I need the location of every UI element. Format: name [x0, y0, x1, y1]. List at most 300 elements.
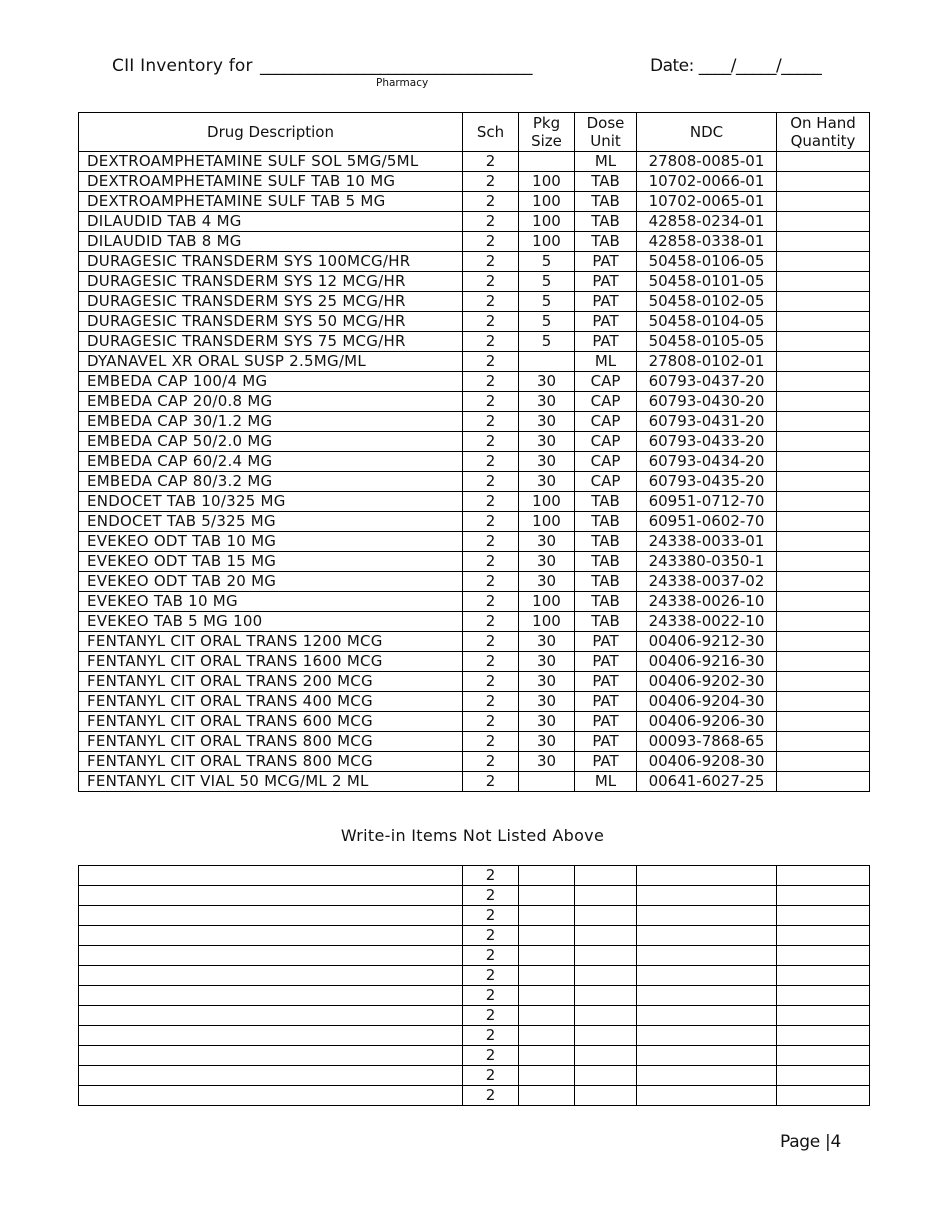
sch-cell: 2 [463, 172, 519, 192]
dose-unit-cell: PAT [575, 292, 637, 312]
table-row [79, 152, 870, 172]
dose-unit-cell: ML [575, 352, 637, 372]
ndc-cell: 00406-9208-30 [637, 752, 777, 772]
writein-sch-cell: 2 [463, 986, 519, 1006]
dose-unit-cell: PAT [575, 652, 637, 672]
drug-description-cell: FENTANYL CIT VIAL 50 MCG/ML 2 ML [79, 772, 463, 792]
form-title: CII Inventory for [112, 56, 253, 76]
drug-description-cell: EMBEDA CAP 50/2.0 MG [79, 432, 463, 452]
dose-unit-cell: TAB [575, 192, 637, 212]
table-row [79, 772, 870, 792]
writein-description-cell[interactable] [79, 906, 463, 926]
ndc-cell: 60793-0435-20 [637, 472, 777, 492]
ndc-cell: 50458-0101-05 [637, 272, 777, 292]
table-row [79, 492, 870, 512]
writein-pkg-size-cell[interactable] [519, 866, 575, 886]
writein-description-cell[interactable] [79, 1046, 463, 1066]
col-on-hand-quantity-label: On Hand Quantity [790, 114, 856, 150]
drug-description-cell: FENTANYL CIT ORAL TRANS 800 MCG [79, 732, 463, 752]
pharmacy-name-line[interactable]: __________________________________ [260, 56, 532, 76]
pkg-size-cell: 100 [519, 492, 575, 512]
writein-description-cell[interactable] [79, 986, 463, 1006]
pkg-size-cell: 100 [519, 192, 575, 212]
writein-table [78, 865, 870, 1106]
on-hand-quantity-cell[interactable] [777, 712, 870, 732]
drug-description-cell: DEXTROAMPHETAMINE SULF TAB 5 MG [79, 192, 463, 212]
writein-row [79, 1066, 870, 1086]
dose-unit-cell: TAB [575, 212, 637, 232]
writein-dose-unit-cell[interactable] [575, 886, 637, 906]
drug-description-cell: FENTANYL CIT ORAL TRANS 1200 MCG [79, 632, 463, 652]
ndc-cell: 42858-0234-01 [637, 212, 777, 232]
pkg-size-cell: 30 [519, 572, 575, 592]
writein-quantity-cell[interactable] [777, 1086, 870, 1106]
dose-unit-cell: ML [575, 772, 637, 792]
writein-description-cell[interactable] [79, 926, 463, 946]
writein-quantity-cell[interactable] [777, 1026, 870, 1046]
sch-cell: 2 [463, 372, 519, 392]
on-hand-quantity-cell[interactable] [777, 252, 870, 272]
pkg-size-cell: 30 [519, 472, 575, 492]
on-hand-quantity-cell[interactable] [777, 292, 870, 312]
dose-unit-cell: PAT [575, 252, 637, 272]
pkg-size-cell: 30 [519, 432, 575, 452]
ndc-cell: 00093-7868-65 [637, 732, 777, 752]
drug-description-cell: FENTANYL CIT ORAL TRANS 1600 MCG [79, 652, 463, 672]
table-row [79, 192, 870, 212]
pkg-size-cell: 30 [519, 652, 575, 672]
writein-quantity-cell[interactable] [777, 1066, 870, 1086]
drug-description-cell: EVEKEO ODT TAB 20 MG [79, 572, 463, 592]
writein-title: Write-in Items Not Listed Above [340, 826, 605, 845]
col-drug-description: Drug Description [79, 113, 463, 152]
sch-cell: 2 [463, 732, 519, 752]
sch-cell: 2 [463, 772, 519, 792]
table-header-row [79, 113, 870, 152]
pkg-size-cell: 30 [519, 372, 575, 392]
on-hand-quantity-cell[interactable] [777, 312, 870, 332]
writein-dose-unit-cell[interactable] [575, 1006, 637, 1026]
on-hand-quantity-cell[interactable] [777, 392, 870, 412]
writein-sch-cell: 2 [463, 1086, 519, 1106]
pkg-size-cell: 5 [519, 292, 575, 312]
writein-ndc-cell[interactable] [637, 1026, 777, 1046]
writein-dose-unit-cell[interactable] [575, 966, 637, 986]
dose-unit-cell: ML [575, 152, 637, 172]
on-hand-quantity-cell[interactable] [777, 372, 870, 392]
on-hand-quantity-cell[interactable] [777, 152, 870, 172]
table-row [79, 292, 870, 312]
writein-row [79, 926, 870, 946]
pkg-size-cell: 100 [519, 512, 575, 532]
inventory-table [78, 112, 870, 792]
writein-description-cell[interactable] [79, 866, 463, 886]
table-row [79, 232, 870, 252]
sch-cell: 2 [463, 712, 519, 732]
on-hand-quantity-cell[interactable] [777, 652, 870, 672]
col-on-hand-quantity [777, 113, 870, 152]
ndc-cell: 60793-0434-20 [637, 452, 777, 472]
sch-cell: 2 [463, 252, 519, 272]
writein-ndc-cell[interactable] [637, 866, 777, 886]
sch-cell: 2 [463, 152, 519, 172]
on-hand-quantity-cell[interactable] [777, 592, 870, 612]
drug-description-cell: EMBEDA CAP 100/4 MG [79, 372, 463, 392]
pkg-size-cell: 100 [519, 172, 575, 192]
sch-cell: 2 [463, 192, 519, 212]
writein-pkg-size-cell[interactable] [519, 926, 575, 946]
writein-dose-unit-cell[interactable] [575, 1046, 637, 1066]
writein-sch-cell: 2 [463, 1046, 519, 1066]
writein-quantity-cell[interactable] [777, 986, 870, 1006]
table-row [79, 532, 870, 552]
dose-unit-cell: PAT [575, 312, 637, 332]
table-row [79, 312, 870, 332]
on-hand-quantity-cell[interactable] [777, 172, 870, 192]
writein-ndc-cell[interactable] [637, 886, 777, 906]
writein-dose-unit-cell[interactable] [575, 986, 637, 1006]
sch-cell: 2 [463, 632, 519, 652]
sch-cell: 2 [463, 432, 519, 452]
dose-unit-cell: TAB [575, 172, 637, 192]
writein-description-cell[interactable] [79, 1006, 463, 1026]
sch-cell: 2 [463, 472, 519, 492]
dose-unit-cell: TAB [575, 232, 637, 252]
writein-sch-cell: 2 [463, 886, 519, 906]
drug-description-cell: FENTANYL CIT ORAL TRANS 200 MCG [79, 672, 463, 692]
on-hand-quantity-cell[interactable] [777, 212, 870, 232]
ndc-cell: 60793-0433-20 [637, 432, 777, 452]
writein-description-cell[interactable] [79, 1026, 463, 1046]
sch-cell: 2 [463, 512, 519, 532]
writein-row [79, 1026, 870, 1046]
dose-unit-cell: CAP [575, 472, 637, 492]
drug-description-cell: DURAGESIC TRANSDERM SYS 50 MCG/HR [79, 312, 463, 332]
table-row [79, 172, 870, 192]
ndc-cell: 00406-9212-30 [637, 632, 777, 652]
on-hand-quantity-cell[interactable] [777, 192, 870, 212]
sch-cell: 2 [463, 412, 519, 432]
sch-cell: 2 [463, 212, 519, 232]
pkg-size-cell [519, 772, 575, 792]
ndc-cell: 00406-9206-30 [637, 712, 777, 732]
sch-cell: 2 [463, 492, 519, 512]
ndc-cell: 00406-9204-30 [637, 692, 777, 712]
writein-dose-unit-cell[interactable] [575, 906, 637, 926]
drug-description-cell: FENTANYL CIT ORAL TRANS 800 MCG [79, 752, 463, 772]
writein-pkg-size-cell[interactable] [519, 1086, 575, 1106]
table-row [79, 612, 870, 632]
drug-description-cell: ENDOCET TAB 10/325 MG [79, 492, 463, 512]
dose-unit-cell: TAB [575, 532, 637, 552]
drug-description-cell: EMBEDA CAP 80/3.2 MG [79, 472, 463, 492]
dose-unit-cell: TAB [575, 612, 637, 632]
ndc-cell: 10702-0066-01 [637, 172, 777, 192]
pkg-size-cell: 30 [519, 412, 575, 432]
table-row [79, 732, 870, 752]
writein-quantity-cell[interactable] [777, 966, 870, 986]
drug-description-cell: EMBEDA CAP 30/1.2 MG [79, 412, 463, 432]
writein-pkg-size-cell[interactable] [519, 1046, 575, 1066]
table-row [79, 512, 870, 532]
writein-quantity-cell[interactable] [777, 906, 870, 926]
dose-unit-cell: PAT [575, 332, 637, 352]
on-hand-quantity-cell[interactable] [777, 412, 870, 432]
on-hand-quantity-cell[interactable] [777, 732, 870, 752]
ndc-cell: 24338-0037-02 [637, 572, 777, 592]
on-hand-quantity-cell[interactable] [777, 512, 870, 532]
col-sch: Sch [463, 113, 519, 152]
writein-quantity-cell[interactable] [777, 866, 870, 886]
col-dose-unit-label: Dose Unit [586, 114, 625, 150]
sch-cell: 2 [463, 572, 519, 592]
writein-pkg-size-cell[interactable] [519, 946, 575, 966]
ndc-cell: 60793-0430-20 [637, 392, 777, 412]
writein-ndc-cell[interactable] [637, 1086, 777, 1106]
sch-cell: 2 [463, 352, 519, 372]
drug-description-cell: EMBEDA CAP 60/2.4 MG [79, 452, 463, 472]
on-hand-quantity-cell[interactable] [777, 532, 870, 552]
pkg-size-cell [519, 152, 575, 172]
sch-cell: 2 [463, 552, 519, 572]
writein-pkg-size-cell[interactable] [519, 886, 575, 906]
ndc-cell: 60951-0602-70 [637, 512, 777, 532]
writein-row [79, 906, 870, 926]
drug-description-cell: EMBEDA CAP 20/0.8 MG [79, 392, 463, 412]
writein-quantity-cell[interactable] [777, 1046, 870, 1066]
dose-unit-cell: TAB [575, 492, 637, 512]
writein-ndc-cell[interactable] [637, 906, 777, 926]
writein-dose-unit-cell[interactable] [575, 946, 637, 966]
table-row [79, 352, 870, 372]
on-hand-quantity-cell[interactable] [777, 692, 870, 712]
writein-row [79, 886, 870, 906]
writein-quantity-cell[interactable] [777, 946, 870, 966]
on-hand-quantity-cell[interactable] [777, 772, 870, 792]
table-row [79, 752, 870, 772]
on-hand-quantity-cell[interactable] [777, 272, 870, 292]
on-hand-quantity-cell[interactable] [777, 572, 870, 592]
table-row [79, 332, 870, 352]
writein-row [79, 1006, 870, 1026]
drug-description-cell: DURAGESIC TRANSDERM SYS 75 MCG/HR [79, 332, 463, 352]
table-row [79, 252, 870, 272]
pkg-size-cell: 30 [519, 692, 575, 712]
writein-pkg-size-cell[interactable] [519, 986, 575, 1006]
on-hand-quantity-cell[interactable] [777, 612, 870, 632]
writein-pkg-size-cell[interactable] [519, 906, 575, 926]
writein-ndc-cell[interactable] [637, 1066, 777, 1086]
writein-row [79, 946, 870, 966]
sch-cell: 2 [463, 652, 519, 672]
on-hand-quantity-cell[interactable] [777, 632, 870, 652]
ndc-cell: 24338-0033-01 [637, 532, 777, 552]
writein-sch-cell: 2 [463, 946, 519, 966]
pkg-size-cell: 100 [519, 612, 575, 632]
writein-sch-cell: 2 [463, 1066, 519, 1086]
on-hand-quantity-cell[interactable] [777, 492, 870, 512]
drug-description-cell: EVEKEO TAB 5 MG 100 [79, 612, 463, 632]
ndc-cell: 27808-0102-01 [637, 352, 777, 372]
pkg-size-cell: 30 [519, 552, 575, 572]
writein-ndc-cell[interactable] [637, 1006, 777, 1026]
table-row [79, 392, 870, 412]
writein-sch-cell: 2 [463, 1006, 519, 1026]
on-hand-quantity-cell[interactable] [777, 332, 870, 352]
writein-description-cell[interactable] [79, 1086, 463, 1106]
writein-pkg-size-cell[interactable] [519, 1026, 575, 1046]
table-row [79, 452, 870, 472]
ndc-cell: 50458-0104-05 [637, 312, 777, 332]
writein-row [79, 1046, 870, 1066]
writein-sch-cell: 2 [463, 866, 519, 886]
table-row [79, 672, 870, 692]
pharmacy-label: Pharmacy [376, 77, 429, 89]
drug-description-cell: DURAGESIC TRANSDERM SYS 12 MCG/HR [79, 272, 463, 292]
pkg-size-cell: 30 [519, 752, 575, 772]
writein-row [79, 866, 870, 886]
table-row [79, 552, 870, 572]
writein-ndc-cell[interactable] [637, 946, 777, 966]
writein-quantity-cell[interactable] [777, 1006, 870, 1026]
drug-description-cell: EVEKEO ODT TAB 15 MG [79, 552, 463, 572]
dose-unit-cell: CAP [575, 412, 637, 432]
dose-unit-cell: CAP [575, 432, 637, 452]
ndc-cell: 243380-0350-1 [637, 552, 777, 572]
writein-ndc-cell[interactable] [637, 986, 777, 1006]
writein-sch-cell: 2 [463, 906, 519, 926]
drug-description-cell: DILAUDID TAB 8 MG [79, 232, 463, 252]
writein-description-cell[interactable] [79, 966, 463, 986]
ndc-cell: 00641-6027-25 [637, 772, 777, 792]
pkg-size-cell: 30 [519, 452, 575, 472]
on-hand-quantity-cell[interactable] [777, 452, 870, 472]
drug-description-cell: DILAUDID TAB 4 MG [79, 212, 463, 232]
col-pkg-size-label: Pkg Size [531, 114, 562, 150]
dose-unit-cell: PAT [575, 712, 637, 732]
table-row [79, 212, 870, 232]
pkg-size-cell: 30 [519, 732, 575, 752]
ndc-cell: 60951-0712-70 [637, 492, 777, 512]
writein-quantity-cell[interactable] [777, 886, 870, 906]
on-hand-quantity-cell[interactable] [777, 752, 870, 772]
sch-cell: 2 [463, 292, 519, 312]
on-hand-quantity-cell[interactable] [777, 672, 870, 692]
drug-description-cell: ENDOCET TAB 5/325 MG [79, 512, 463, 532]
dose-unit-cell: CAP [575, 452, 637, 472]
writein-row [79, 1086, 870, 1106]
writein-dose-unit-cell[interactable] [575, 1026, 637, 1046]
ndc-cell: 50458-0102-05 [637, 292, 777, 312]
drug-description-cell: DURAGESIC TRANSDERM SYS 25 MCG/HR [79, 292, 463, 312]
drug-description-cell: DYANAVEL XR ORAL SUSP 2.5MG/ML [79, 352, 463, 372]
writein-quantity-cell[interactable] [777, 926, 870, 946]
drug-description-cell: FENTANYL CIT ORAL TRANS 400 MCG [79, 692, 463, 712]
table-row [79, 712, 870, 732]
sch-cell: 2 [463, 332, 519, 352]
writein-ndc-cell[interactable] [637, 966, 777, 986]
on-hand-quantity-cell[interactable] [777, 432, 870, 452]
pkg-size-cell: 30 [519, 392, 575, 412]
table-row [79, 652, 870, 672]
on-hand-quantity-cell[interactable] [777, 552, 870, 572]
pkg-size-cell: 100 [519, 232, 575, 252]
writein-dose-unit-cell[interactable] [575, 1086, 637, 1106]
col-dose-unit [575, 113, 637, 152]
sch-cell: 2 [463, 532, 519, 552]
table-row [79, 272, 870, 292]
drug-description-cell: DEXTROAMPHETAMINE SULF TAB 10 MG [79, 172, 463, 192]
dose-unit-cell: TAB [575, 552, 637, 572]
ndc-cell: 10702-0065-01 [637, 192, 777, 212]
table-row [79, 592, 870, 612]
drug-description-cell: EVEKEO ODT TAB 10 MG [79, 532, 463, 552]
writein-pkg-size-cell[interactable] [519, 966, 575, 986]
page-number: Page |4 [780, 1132, 842, 1152]
writein-description-cell[interactable] [79, 886, 463, 906]
writein-dose-unit-cell[interactable] [575, 1066, 637, 1086]
sch-cell: 2 [463, 232, 519, 252]
col-ndc: NDC [637, 113, 777, 152]
writein-description-cell[interactable] [79, 1066, 463, 1086]
date-field[interactable]: Date: ____/_____/_____ [650, 56, 822, 76]
dose-unit-cell: PAT [575, 272, 637, 292]
drug-description-cell: EVEKEO TAB 10 MG [79, 592, 463, 612]
drug-description-cell: DURAGESIC TRANSDERM SYS 100MCG/HR [79, 252, 463, 272]
dose-unit-cell: PAT [575, 692, 637, 712]
dose-unit-cell: CAP [575, 372, 637, 392]
drug-description-cell: FENTANYL CIT ORAL TRANS 600 MCG [79, 712, 463, 732]
col-pkg-size [519, 113, 575, 152]
dose-unit-cell: TAB [575, 572, 637, 592]
ndc-cell: 00406-9202-30 [637, 672, 777, 692]
dose-unit-cell: PAT [575, 732, 637, 752]
sch-cell: 2 [463, 452, 519, 472]
writein-row [79, 986, 870, 1006]
ndc-cell: 42858-0338-01 [637, 232, 777, 252]
writein-dose-unit-cell[interactable] [575, 866, 637, 886]
writein-sch-cell: 2 [463, 966, 519, 986]
sch-cell: 2 [463, 672, 519, 692]
pkg-size-cell: 30 [519, 712, 575, 732]
ndc-cell: 24338-0022-10 [637, 612, 777, 632]
writein-dose-unit-cell[interactable] [575, 926, 637, 946]
on-hand-quantity-cell[interactable] [777, 232, 870, 252]
writein-sch-cell: 2 [463, 1026, 519, 1046]
sch-cell: 2 [463, 592, 519, 612]
dose-unit-cell: TAB [575, 512, 637, 532]
dose-unit-cell: PAT [575, 672, 637, 692]
pkg-size-cell: 5 [519, 252, 575, 272]
writein-pkg-size-cell[interactable] [519, 1066, 575, 1086]
sch-cell: 2 [463, 312, 519, 332]
sch-cell: 2 [463, 692, 519, 712]
table-row [79, 692, 870, 712]
dose-unit-cell: CAP [575, 392, 637, 412]
table-row [79, 632, 870, 652]
dose-unit-cell: PAT [575, 752, 637, 772]
pkg-size-cell: 5 [519, 272, 575, 292]
drug-description-cell: DEXTROAMPHETAMINE SULF SOL 5MG/5ML [79, 152, 463, 172]
writein-description-cell[interactable] [79, 946, 463, 966]
writein-ndc-cell[interactable] [637, 926, 777, 946]
writein-pkg-size-cell[interactable] [519, 1006, 575, 1026]
on-hand-quantity-cell[interactable] [777, 472, 870, 492]
pkg-size-cell: 30 [519, 672, 575, 692]
pkg-size-cell: 30 [519, 632, 575, 652]
writein-ndc-cell[interactable] [637, 1046, 777, 1066]
on-hand-quantity-cell[interactable] [777, 352, 870, 372]
